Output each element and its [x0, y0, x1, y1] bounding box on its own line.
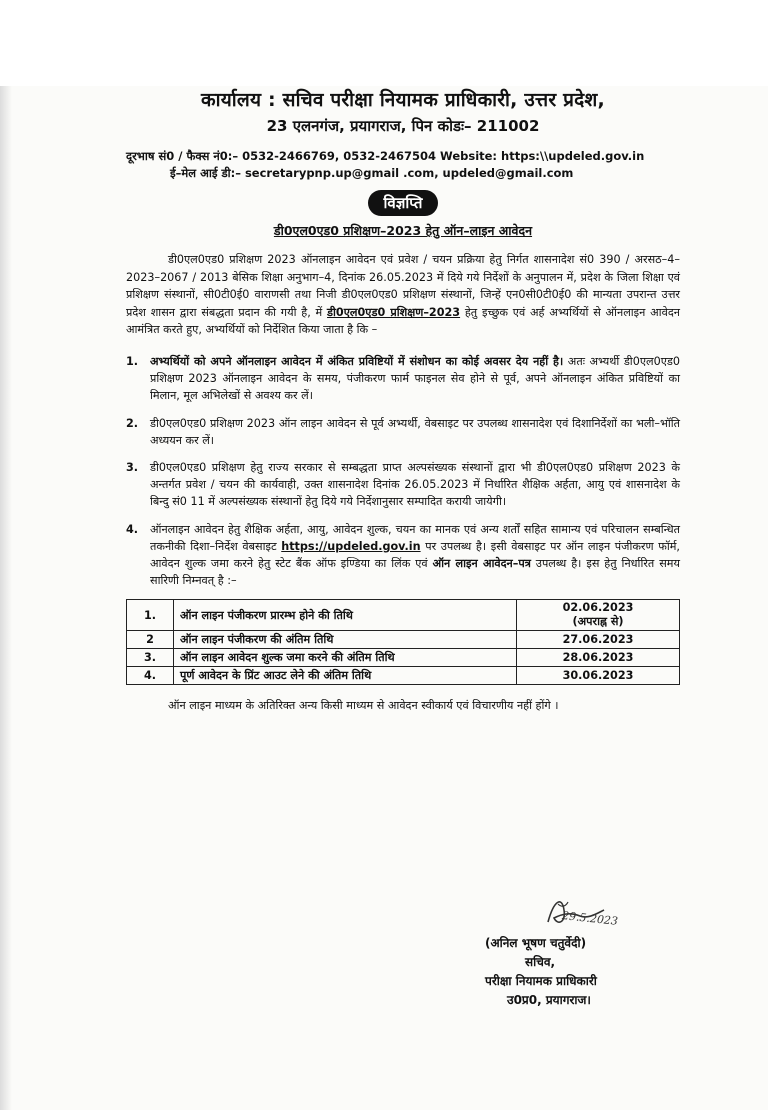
signature-date: 29.5.2023 [561, 909, 619, 928]
schedule-date-cell [517, 600, 680, 631]
schedule-num: 2 [127, 631, 174, 649]
schedule-date: 30.06.2023 [517, 667, 680, 685]
schedule-event: ऑन लाइन आवेदन शुल्क जमा करने की अंतिम तिथि [174, 649, 517, 667]
email-line: ई–मेल आई डी:– secretarypnp.up@gmail .com, updeled@gmail.com [170, 166, 574, 180]
schedule-date: 28.06.2023 [517, 649, 680, 667]
instruction-text: उपलब्ध है। इस हेतु निर्धारित समय सारिणी निम्नवत् है :– [150, 557, 680, 588]
instruction-text: ऑनलाइन आवेदन हेतु शैक्षिक अर्हता, आयु, आवेदन शुल्क, चयन का मानक एवं अन्य शर्तों सहित सामान्य एवं परिचालन सम्बन्धित तकनीकी दिशा–निर्देश वेबसाइट [150, 522, 680, 553]
schedule-event: पूर्ण आवेदन के प्रिंट आउट लेने की अंतिम तिथि [174, 667, 517, 685]
office-heading: कार्यालय : सचिव परीक्षा नियामक प्राधिकारी, उत्तर प्रदेश, [201, 89, 605, 111]
schedule-date: 02.06.2023 [562, 601, 634, 615]
schedule-event: ऑन लाइन पंजीकरण प्रारम्भ होने की तिथि [174, 600, 517, 631]
instruction-number: 1. [126, 354, 139, 368]
website-link[interactable]: https://updeled.gov.in [281, 539, 421, 553]
intro-text-1: डी0एल0एड0 प्रशिक्षण 2023 ऑनलाइन आवेदन एवं प्रवेश / चयन प्रक्रिया हेतु निर्गत शासनादेश सं0 390 / अरसठ–4–2023–2067 / 2013 बेसिक शिक्षा अनुभाग–4, दिनांक 26.05.2023 में दिये गये निर्देशों के अनुपालन में, प्रदेश के जिला शिक्षा एवं प्रशिक्षण संस्थानों, सी0टी0ई0 वाराणसी तथा निजी डी0एल0एड0 प्रशिक्षण संस्थानों, जिन्हें एन0सी0टी0ई0 की मान्यता उपरान्त उत्तर प्रदेश शासन द्वारा संबद्धता प्रदान की गयी है, में [126, 253, 680, 319]
instruction-text: डी0एल0एड0 प्रशिक्षण हेतु राज्य सरकार से सम्बद्धता प्राप्त अल्पसंख्यक संस्थानों द्वारा भी डी0एल0एड0 प्रशिक्षण 2023 के अन्तर्गत प्रवेश / चयन की कार्यवाही, उक्त शासनादेश दिनांक 26.05.2023 में निर्धारित शैक्षिक अर्हता, आयु एवं शासनादेश के बिन्दु सं0 11 में अल्पसंख्यक संस्थानों हेतु दिये गये निर्देशानुसार सम्पादित करायी जायेगी। [150, 460, 680, 509]
intro-paragraph [126, 251, 680, 339]
notice-page [0, 86, 768, 1110]
intro-text-2: हेतु इच्छुक एवं अर्ह अभ्यर्थियों से ऑनलाइन आवेदन आमंत्रित करते हुए, अभ्यर्थियों को निर्देशित किया जाता है कि – [126, 305, 680, 337]
notice-subject: डी0एल0एड0 प्रशिक्षण–2023 हेतु ऑन–लाइन आवेदन [273, 223, 533, 238]
instruction-number: 2. [126, 416, 139, 430]
scan-edge-shadow [0, 86, 12, 1110]
instruction-bold: ऑन लाइन आवेदन–पत्र [432, 557, 531, 570]
schedule-note: (अपराह्न से) [572, 615, 624, 629]
phone-fax-website: दूरभाष सं0 / फैक्स नं0:– 0532-2466769, 0532-2467504 Website: https:\\updeled.gov.in [126, 149, 645, 163]
signatory-authority: परीक्षा नियामक प्राधिकारी [485, 974, 597, 988]
signature-block [485, 934, 597, 1010]
schedule-table [126, 599, 680, 685]
table-row [127, 631, 680, 649]
instruction-text: पर उपलब्ध है। इसी वेबसाइट पर ऑन लाइन पंजीकरण फॉर्म, आवेदन शुल्क जमा करने हेतु स्टेट बैंक ऑफ इण्डिया का लिंक एवं [150, 539, 680, 570]
schedule-event: ऑन लाइन पंजीकरण की अंतिम तिथि [174, 631, 517, 649]
instruction-bold: अभ्यर्थियों को अपने ऑनलाइन आवेदन में अंकित प्रविष्टियों में संशोधन का कोई अवसर देय नहीं है। [150, 354, 564, 368]
notice-badge-wrap [126, 190, 680, 216]
instruction-item [126, 521, 680, 590]
instruction-number: 4. [126, 522, 139, 536]
table-row [127, 667, 680, 685]
schedule-num: 1. [127, 600, 174, 631]
signatory-location: उ0प्र0, प्रयागराज। [507, 993, 591, 1007]
instruction-list [126, 353, 680, 589]
table-row [127, 600, 680, 631]
contact-block [126, 148, 680, 182]
notice-badge: विज्ञप्ति [368, 190, 439, 216]
closing-statement: ऑन लाइन माध्यम के अतिरिक्त अन्य किसी माध्यम से आवेदन स्वीकार्य एवं विचारणीय नहीं होंगे । [168, 699, 559, 713]
instruction-text: अतः अभ्यर्थी डी0एल0एड0 प्रशिक्षण 2023 ऑनलाइन आवेदन के समय, पंजीकरण फार्म फाइनल सेव होने से पूर्व, अपने ऑनलाइन अंकित प्रविष्टियों का मिलान, मूल अभिलेखों से अवश्य कर लें। [150, 354, 680, 403]
instruction-number: 3. [126, 460, 139, 474]
instruction-text: डी0एल0एड0 प्रशिक्षण 2023 ऑन लाइन आवेदन से पूर्व अभ्यर्थी, वेबसाइट पर उपलब्ध शासनादेश एवं दिशानिर्देशों का भली–भॉति अध्ययन कर लें। [150, 416, 680, 447]
table-row [127, 649, 680, 667]
signatory-name: (अनिल भूषण चतुर्वेदी) [485, 936, 587, 950]
instruction-item [126, 459, 680, 511]
office-address: 23 एलनगंज, प्रयागराज, पिन कोडः– 211002 [266, 117, 540, 135]
instruction-item [126, 415, 680, 449]
schedule-num: 4. [127, 667, 174, 685]
instruction-item [126, 353, 680, 405]
signatory-designation: सचिव, [525, 955, 556, 969]
schedule-date: 27.06.2023 [517, 631, 680, 649]
intro-bold: डी0एल0एड0 प्रशिक्षण–2023 [327, 305, 461, 319]
schedule-num: 3. [127, 649, 174, 667]
